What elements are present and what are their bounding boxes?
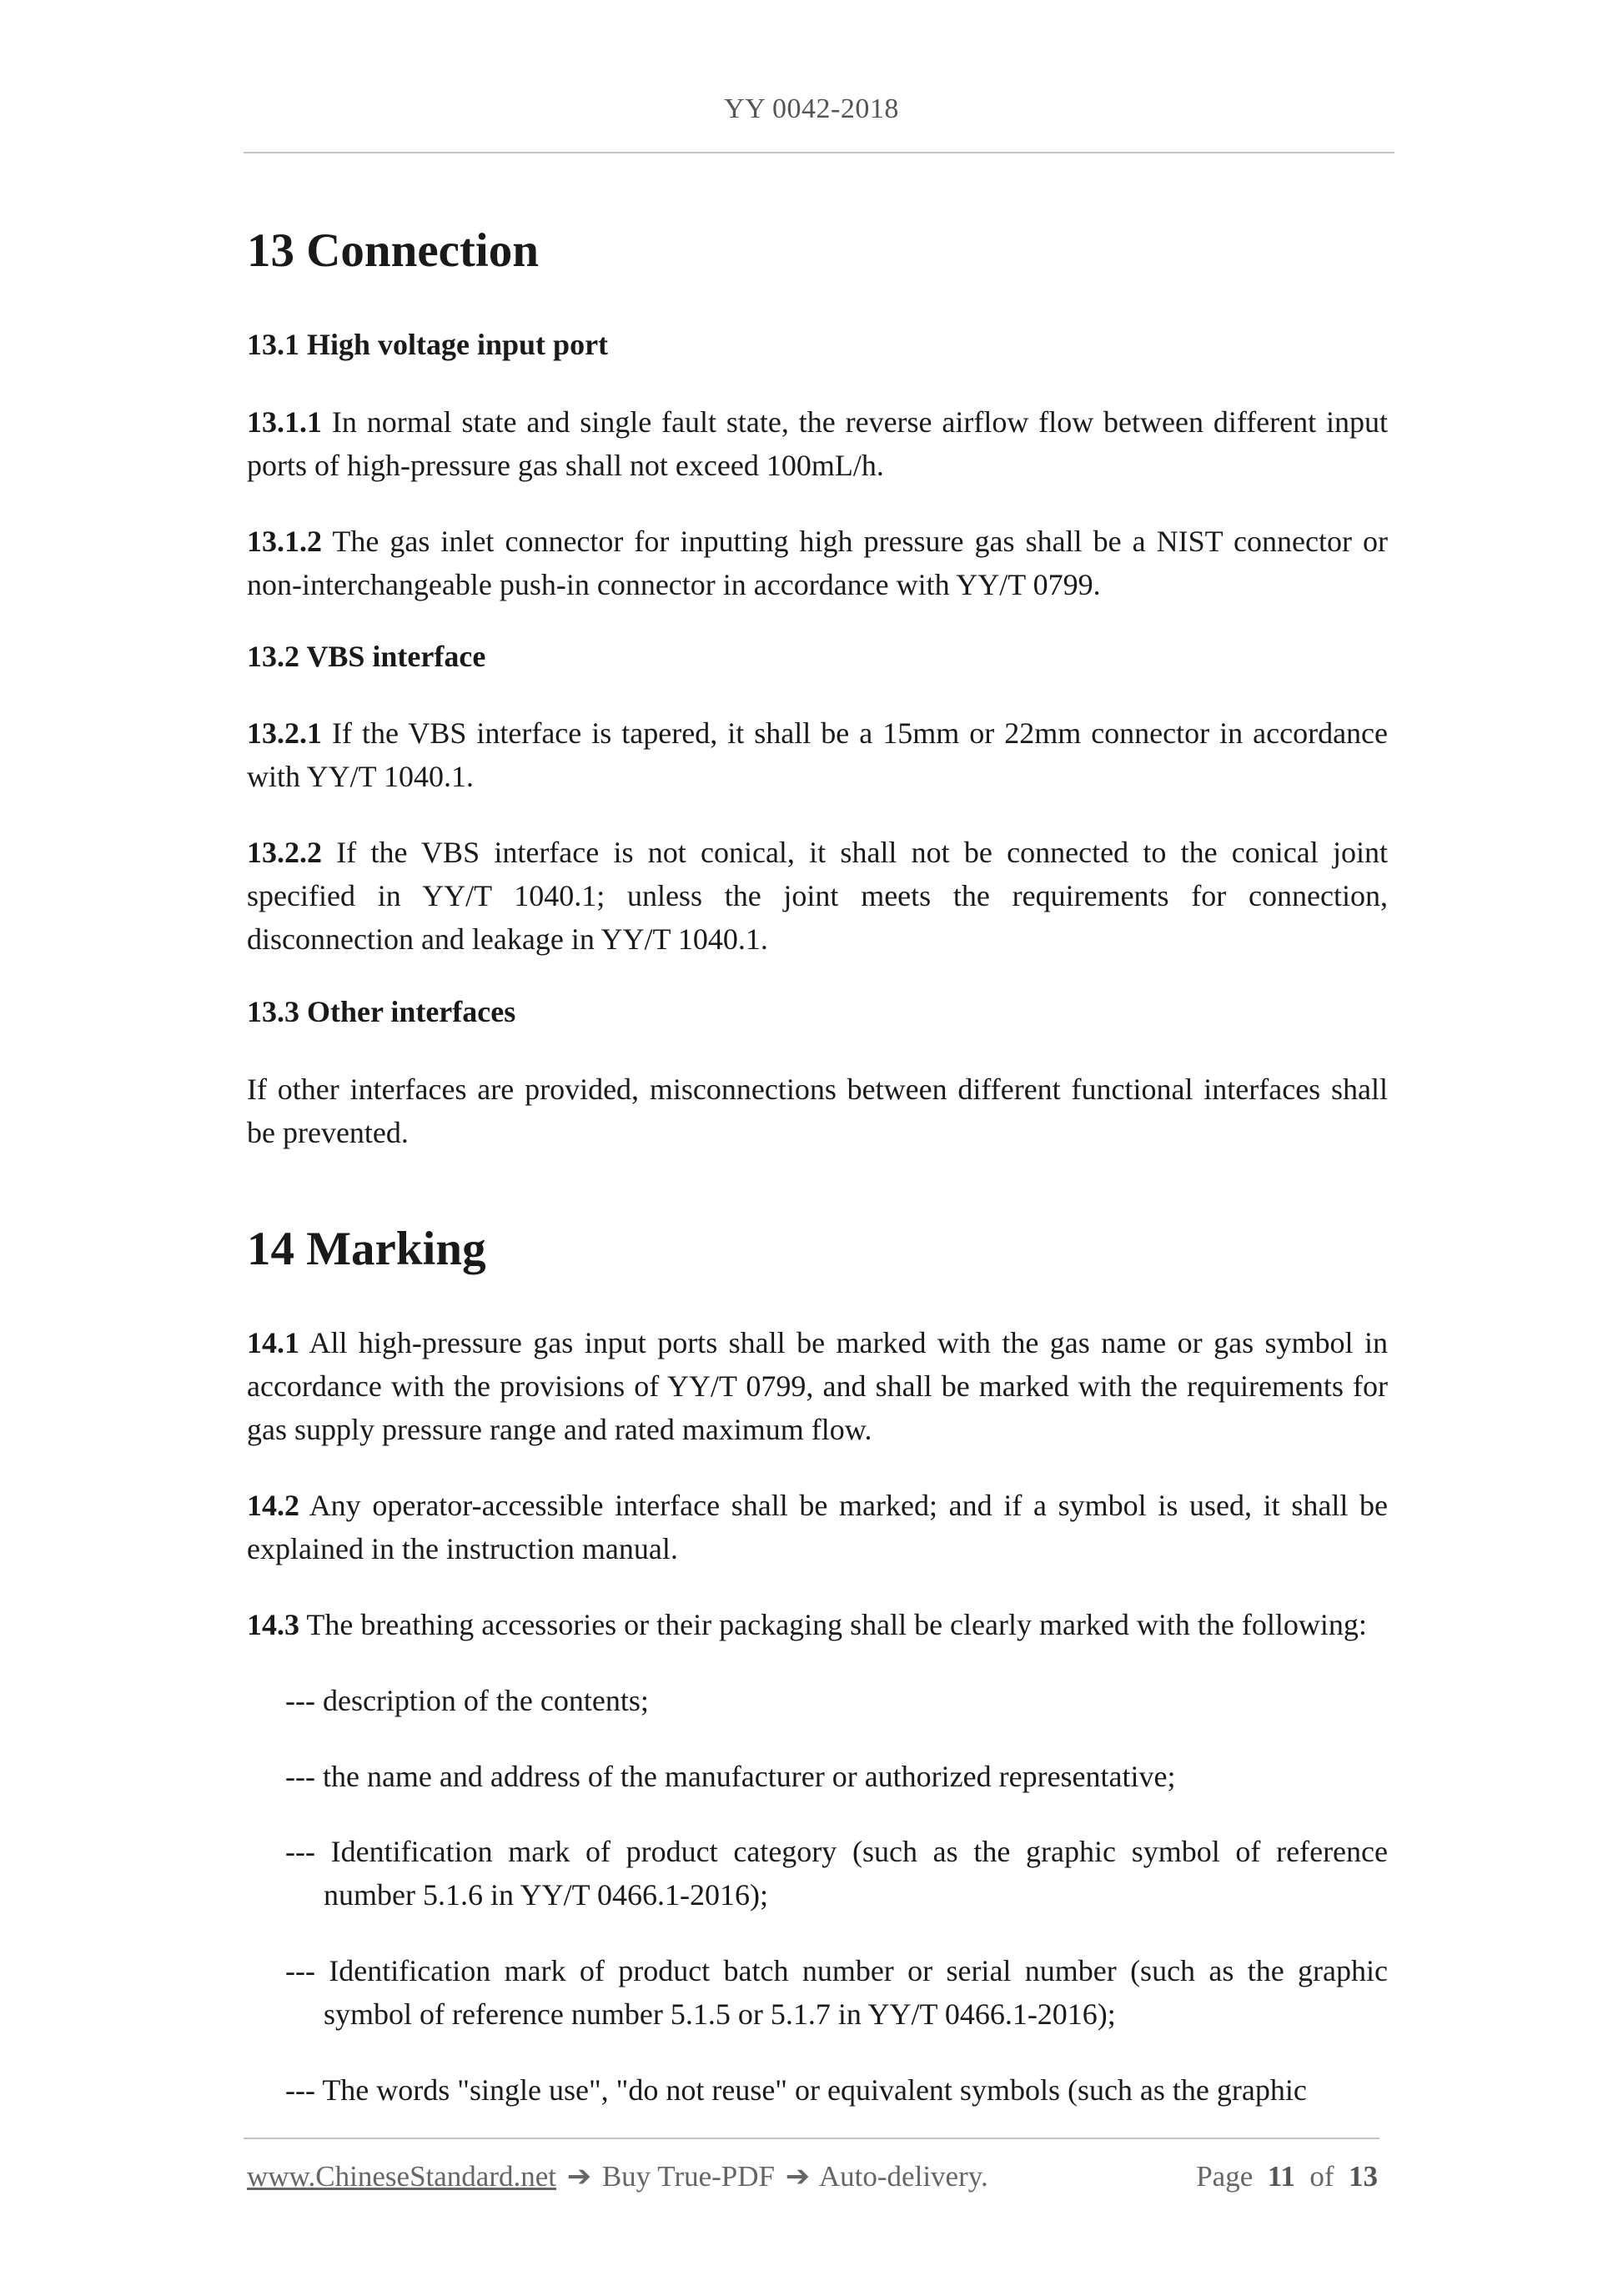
clause-13-1-2 bbox=[247, 520, 1388, 606]
clause-13-3-text: If other interfaces are provided, misconnections between different functional interfaces shall be prevented. bbox=[247, 1073, 1388, 1149]
clause-number: 14.2 bbox=[247, 1489, 299, 1522]
clause-13-1-1 bbox=[247, 400, 1388, 487]
clause-number: 13.1.1 bbox=[247, 405, 322, 439]
page-footer bbox=[247, 2160, 1381, 2193]
clause-text: If the VBS interface is tapered, it shall be a 15mm or 22mm connector in accordance with YY/T 1040.1. bbox=[247, 716, 1388, 793]
page-of-label: of bbox=[1309, 2160, 1334, 2193]
page-current: 11 bbox=[1267, 2160, 1295, 2193]
clause-14-1 bbox=[247, 1321, 1388, 1451]
clause-text: In normal state and single fault state, the reverse airflow flow between different input ports of high-pressure gas shall not exceed 100mL/h. bbox=[247, 405, 1388, 482]
marking-list-item: --- Identification mark of product category (such as the graphic symbol of reference number 5.1.6 in YY/T 0466.1-2016); bbox=[285, 1835, 1388, 1912]
marking-list-item: --- the name and address of the manufacturer or authorized representative; bbox=[285, 1760, 1176, 1793]
page-indicator bbox=[1196, 2160, 1378, 2193]
page-label: Page bbox=[1196, 2160, 1254, 2193]
clause-text: The breathing accessories or their packaging shall be clearly marked with the following: bbox=[299, 1608, 1367, 1641]
section-13-2-heading: 13.2 VBS interface bbox=[247, 640, 486, 673]
header-divider bbox=[244, 152, 1394, 153]
clause-13-2-1 bbox=[247, 711, 1388, 798]
clause-14-3 bbox=[247, 1603, 1388, 1646]
marking-list-item: --- description of the contents; bbox=[285, 1684, 649, 1717]
clause-number: 13.2.1 bbox=[247, 716, 322, 750]
arrow-right-icon: ➔ bbox=[785, 2160, 811, 2193]
arrow-right-icon: ➔ bbox=[566, 2160, 592, 2193]
section-13-1-heading: 13.1 High voltage input port bbox=[247, 328, 609, 361]
footer-divider bbox=[244, 2138, 1379, 2139]
auto-delivery-text: Auto-delivery. bbox=[818, 2160, 988, 2193]
document-code-header: YY 0042-2018 bbox=[724, 93, 899, 124]
section-13-3-heading: 13.3 Other interfaces bbox=[247, 995, 516, 1028]
marking-list-item: --- Identification mark of product batch number or serial number (such as the graphic symbol of reference number 5.1.5 or 5.1.7 in YY/T 0466.1-2016); bbox=[285, 1954, 1388, 2031]
clause-13-2-2 bbox=[247, 831, 1388, 961]
page-total: 13 bbox=[1349, 2160, 1378, 2193]
buy-true-pdf-text: Buy True-PDF bbox=[601, 2160, 775, 2193]
clause-text: All high-pressure gas input ports shall be marked with the gas name or gas symbol in accordance with the provisions of YY/T 0799, and shall be marked with the requirements for gas supply pressure range and rated maximum flow. bbox=[247, 1326, 1388, 1446]
marking-list-item: --- The words "single use", "do not reuse" or equivalent symbols (such as the graphic bbox=[285, 2073, 1307, 2107]
section-14-heading: 14 Marking bbox=[247, 1223, 486, 1275]
section-13-heading: 13 Connection bbox=[247, 224, 539, 277]
clause-number: 14.1 bbox=[247, 1326, 299, 1359]
site-link[interactable]: www.ChineseStandard.net bbox=[247, 2160, 556, 2193]
clause-number: 13.1.2 bbox=[247, 525, 322, 558]
clause-text: The gas inlet connector for inputting high pressure gas shall be a NIST connector or non-interchangeable push-in connector in accordance with YY/T 0799. bbox=[247, 525, 1388, 601]
clause-14-2 bbox=[247, 1484, 1388, 1570]
clause-number: 14.3 bbox=[247, 1608, 299, 1641]
clause-text: If the VBS interface is not conical, it shall not be connected to the conical joint specified in YY/T 1040.1; unless the joint meets the requirements for connection, disconnection and leakage in YY/T 1040.1. bbox=[247, 836, 1388, 956]
clause-text: Any operator-accessible interface shall be marked; and if a symbol is used, it shall be explained in the instruction manual. bbox=[247, 1489, 1388, 1565]
clause-number: 13.2.2 bbox=[247, 836, 322, 869]
